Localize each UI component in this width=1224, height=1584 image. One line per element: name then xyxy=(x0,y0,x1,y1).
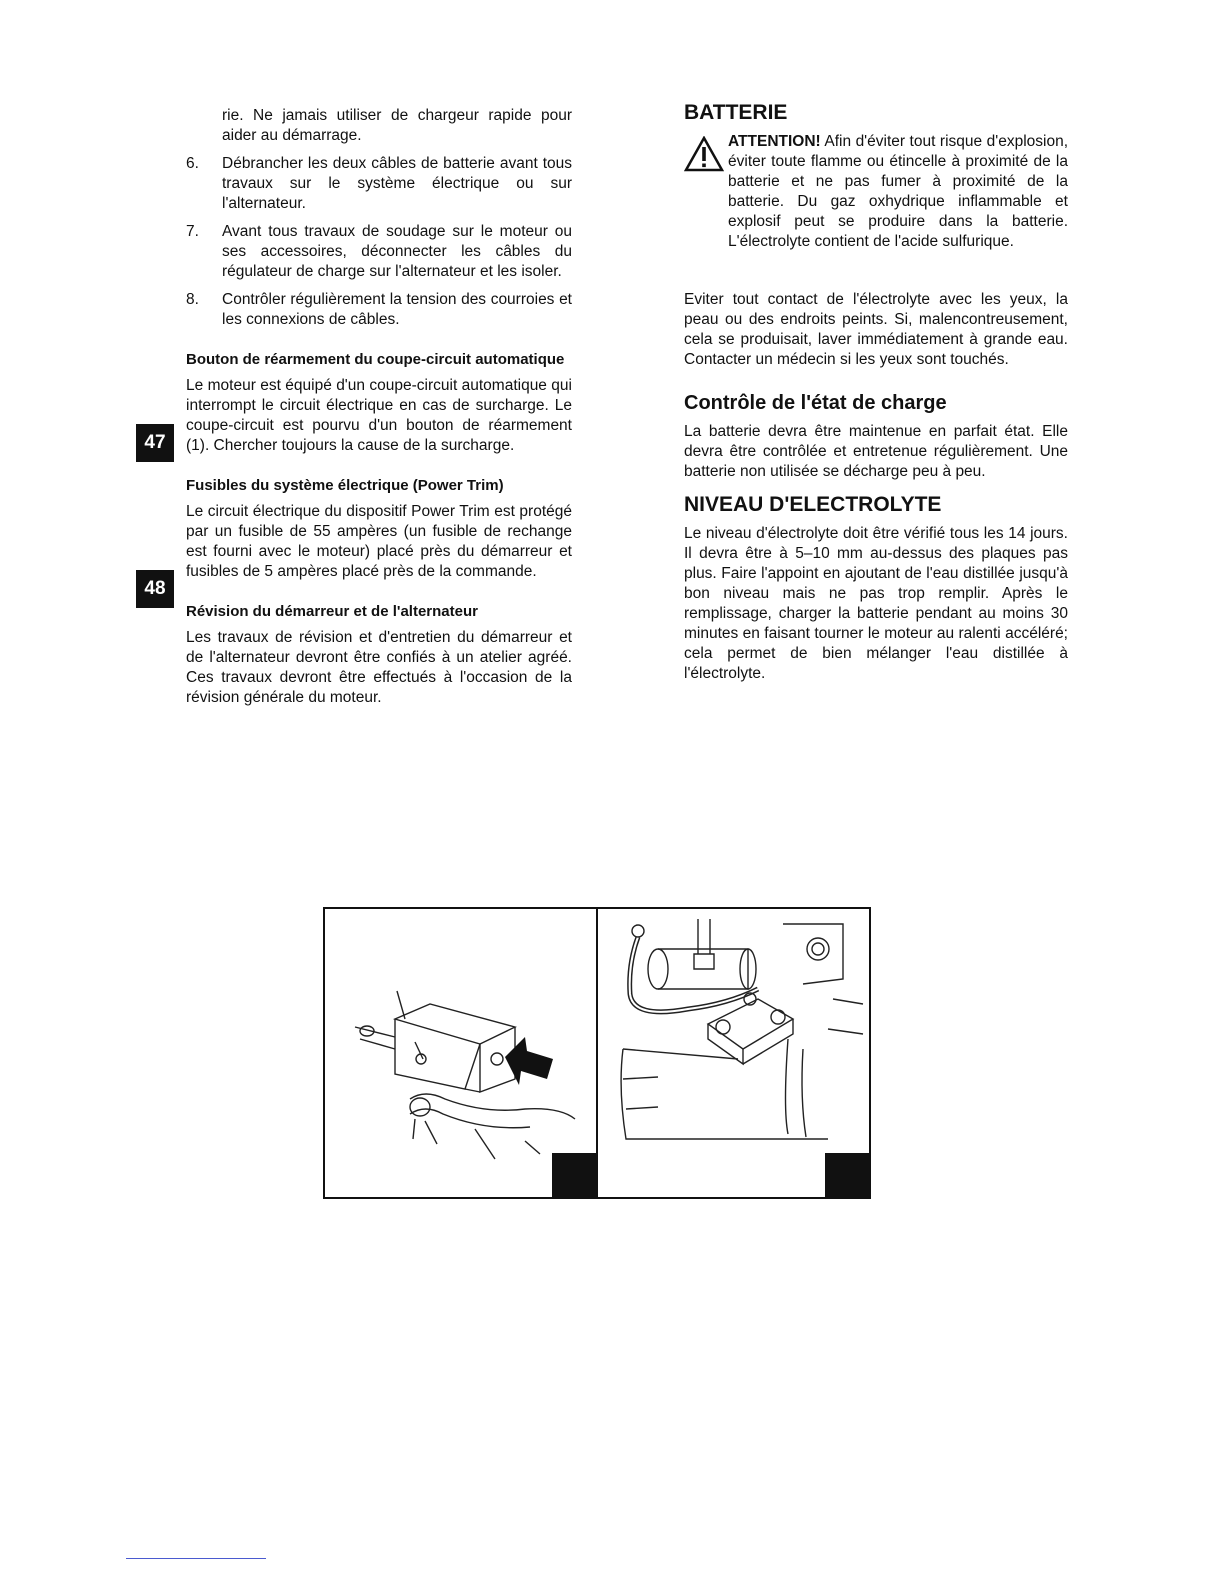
warning-block xyxy=(684,132,1068,252)
left-column xyxy=(186,100,572,708)
footnote-rule xyxy=(126,1558,266,1559)
fuses-heading: Fusibles du système électrique (Power Trim) xyxy=(186,477,504,494)
level-heading: NIVEAU D'ELECTROLYTE xyxy=(684,493,942,516)
electrolyte-contact-text: Eviter tout contact de l'électrolyte avec les yeux, la peau ou des endroits peints. Si, malencontreusement, cela se produisait, laver immédiatement à grande eau. Contacter un médecin si les yeux sont touchés. xyxy=(684,291,1068,368)
list-item-number: 6. xyxy=(186,155,199,172)
figure-right xyxy=(596,909,869,1197)
list-item xyxy=(186,290,572,330)
warning-text xyxy=(728,132,1068,252)
intro-continuation: rie. Ne jamais utiliser de chargeur rapide pour aider au démarrage. xyxy=(222,107,572,144)
breaker-text: Le moteur est équipé d'un coupe-circuit automatique qui interrompt le circuit électrique en cas de surcharge. Le coupe-circuit est pourvu d'un bouton de réarmement (1). Chercher toujours la cause de la surcharge. xyxy=(186,377,572,454)
list-item-number: 7. xyxy=(186,223,199,240)
breaker-heading: Bouton de réarmement du coupe-circuit automatique xyxy=(186,351,565,368)
section-number-48: 48 xyxy=(136,570,174,608)
revision-text: Les travaux de révision et d'entretien du démarreur et de l'alternateur devront être confiés à un atelier agréé. Ces travaux devront être effectués à l'occasion de la révision générale du moteur. xyxy=(186,629,572,706)
figure-left xyxy=(325,909,596,1197)
list-item xyxy=(186,154,572,214)
warning-triangle-icon xyxy=(684,136,728,252)
charge-heading: Contrôle de l'état de charge xyxy=(684,392,947,414)
revision-heading: Révision du démarreur et de l'alternateur xyxy=(186,603,478,620)
warning-label: ATTENTION! xyxy=(728,133,821,150)
list-item xyxy=(186,222,572,282)
list-item-text: Débrancher les deux câbles de batterie avant tous travaux sur le système électrique ou sur l'alternateur. xyxy=(222,155,572,212)
right-column xyxy=(684,100,1068,684)
list-item-text: Avant tous travaux de soudage sur le moteur ou ses accessoires, déconnecter les câbles du régulateur de charge sur l'alternateur et les isoler. xyxy=(222,223,572,280)
list-item-text: Contrôler régulièrement la tension des courroies et les connexions de câbles. xyxy=(222,291,572,328)
warning-body: Afin d'éviter tout risque d'explosion, éviter toute flamme ou étincelle à proximité de la batterie et ne pas fumer à proximité de la batterie. Du gaz oxhydrique inflammable et explosif peut se produire dans la batterie. L'électrolyte contient de l'acide sulfurique. xyxy=(728,133,1068,250)
section-number-47: 47 xyxy=(136,424,174,462)
figures-panel xyxy=(323,907,871,1199)
fuses-text: Le circuit électrique du dispositif Power Trim est protégé par un fusible de 55 ampères (un fusible de rechange est fourni avec le moteur) placé près du démarreur et fusibles de 5 ampères placé près de la commande. xyxy=(186,503,572,580)
battery-heading: BATTERIE xyxy=(684,101,788,124)
level-text: Le niveau d'électrolyte doit être vérifié tous les 14 jours. Il devra être à 5–10 mm au-dessus des plaques pas plus. Faire l'appoint en ajoutant de l'eau distillée jusqu'à bon niveau mais ne pas trop remplir. Après le remplissage, charger la batterie pendant au moins 30 minutes en faisant tourner le moteur au ralenti accéléré; cela permet de bien mélanger l'eau distillée à l'électrolyte. xyxy=(684,525,1068,682)
charge-text: La batterie devra être maintenue en parfait état. Elle devra être contrôlée et entretenue régulièrement. Une batterie non utilisée se décharge peu à peu. xyxy=(684,423,1068,480)
figure-number-tab xyxy=(552,1153,596,1197)
list-item-number: 8. xyxy=(186,291,199,308)
figure-number-tab xyxy=(825,1153,869,1197)
